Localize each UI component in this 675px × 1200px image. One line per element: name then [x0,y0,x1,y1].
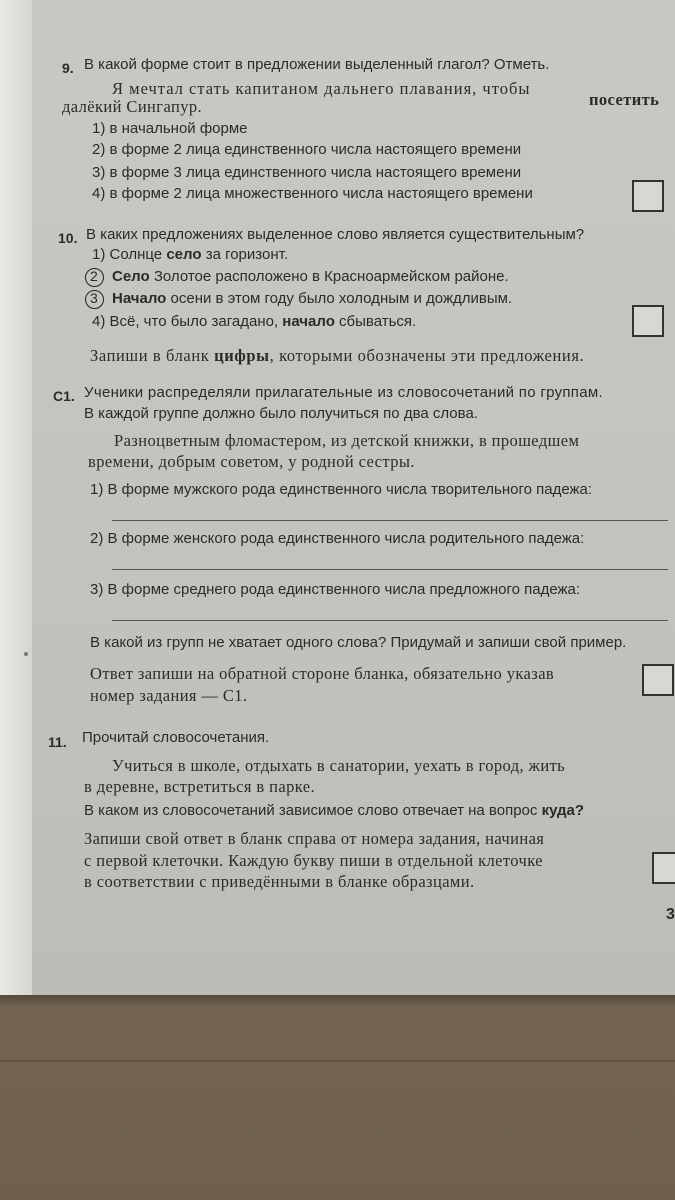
q9-option-3: 3) в форме 3 лица единственного числа настоящего времени [92,164,522,181]
c1-number: С1. [53,388,75,404]
c1-answer-box[interactable] [642,664,674,696]
q9-sentence-part2: далёкий Сингапур. [62,97,203,116]
q9-number: 9. [62,60,74,76]
q9-answer-box[interactable] [632,180,664,212]
q10-option-4: 4) Всё, что было загадано, начало сбываться. [92,313,417,330]
q11-instruction-2: с первой клеточки. Каждую букву пиши в отдельной клеточке [84,851,543,870]
q11-instruction-1: Запиши свой ответ в бланк справа от номера задания, начиная [84,829,545,848]
c1-group-3: 3) В форме среднего рода единственного числа предложного падежа: [90,581,581,598]
q10-option-2-num: 2 [90,268,98,284]
desk-surface [0,1060,675,1062]
c1-phrase-2: времени, добрым советом, у родной сестры. [88,452,415,471]
q9-option-4: 4) в форме 2 лица множественного числа настоящего времени [92,185,533,202]
q11-ask: В каком из словосочетаний зависимое слово отвечает на вопрос куда? [84,802,585,819]
c1-group-3-answer-line[interactable] [112,620,668,621]
c1-answer-line-1: Ответ запиши на обратной стороне бланка, обязательно указав [90,664,555,683]
c1-question: В какой из групп не хватает одного слова? Придумай и запиши свой пример. [90,634,627,651]
c1-line-1: Ученики распределяли прилагательные из словосочетаний по группам. [84,384,603,401]
page-shadow [0,995,675,1007]
q11-answer-box[interactable] [652,852,675,884]
q9-option-1: 1) в начальной форме [92,120,248,137]
q10-number: 10. [58,230,78,246]
q10-instruction: Запиши в бланк цифры, которыми обозначены эти предложения. [90,346,585,365]
c1-phrase-1: Разноцветным фломастером, из детской книжки, в прошедшем [114,431,580,450]
q9-sentence-part1: Я мечтал стать капитаном дальнего плавания, чтобы [112,79,531,98]
c1-group-1-answer-line[interactable] [112,520,668,521]
q10-option-1: 1) Солнце село за горизонт. [92,246,288,263]
q10-answer-box[interactable] [632,305,664,337]
q10-option-2: Село Золотое расположено в Красноармейском районе. [112,268,509,285]
q9-question: В какой форме стоит в предложении выделенный глагол? Отметь. [84,56,550,73]
c1-group-1: 1) В форме мужского рода единственного числа творительного падежа: [90,481,593,498]
c1-line-2: В каждой группе должно было получиться по два слова. [84,405,478,422]
q10-option-3-num: 3 [90,290,98,306]
c1-answer-line-2: номер задания — С1. [90,686,248,705]
page-number: 3 [666,906,675,923]
c1-group-2-answer-line[interactable] [112,569,668,570]
q9-option-2: 2) в форме 2 лица единственного числа настоящего времени [92,141,522,158]
q11-phrase-1: Учиться в школе, отдыхать в санатории, уехать в город, жить [112,756,566,775]
page-margin [0,0,32,995]
q9-sentence-bold: посетить [589,90,660,109]
q10-option-3: Начало осени в этом году было холодным и дождливым. [112,290,513,307]
ink-spot [24,652,28,656]
q11-question: Прочитай словосочетания. [82,729,270,746]
q11-instruction-3: в соответствии с приведёнными в бланке образцами. [84,872,475,891]
q11-phrase-2: в деревне, встретиться в парке. [84,777,315,796]
q10-question: В каких предложениях выделенное слово является существительным? [86,226,585,243]
c1-group-2: 2) В форме женского рода единственного числа родительного падежа: [90,530,585,547]
q11-number: 11. [48,734,67,750]
